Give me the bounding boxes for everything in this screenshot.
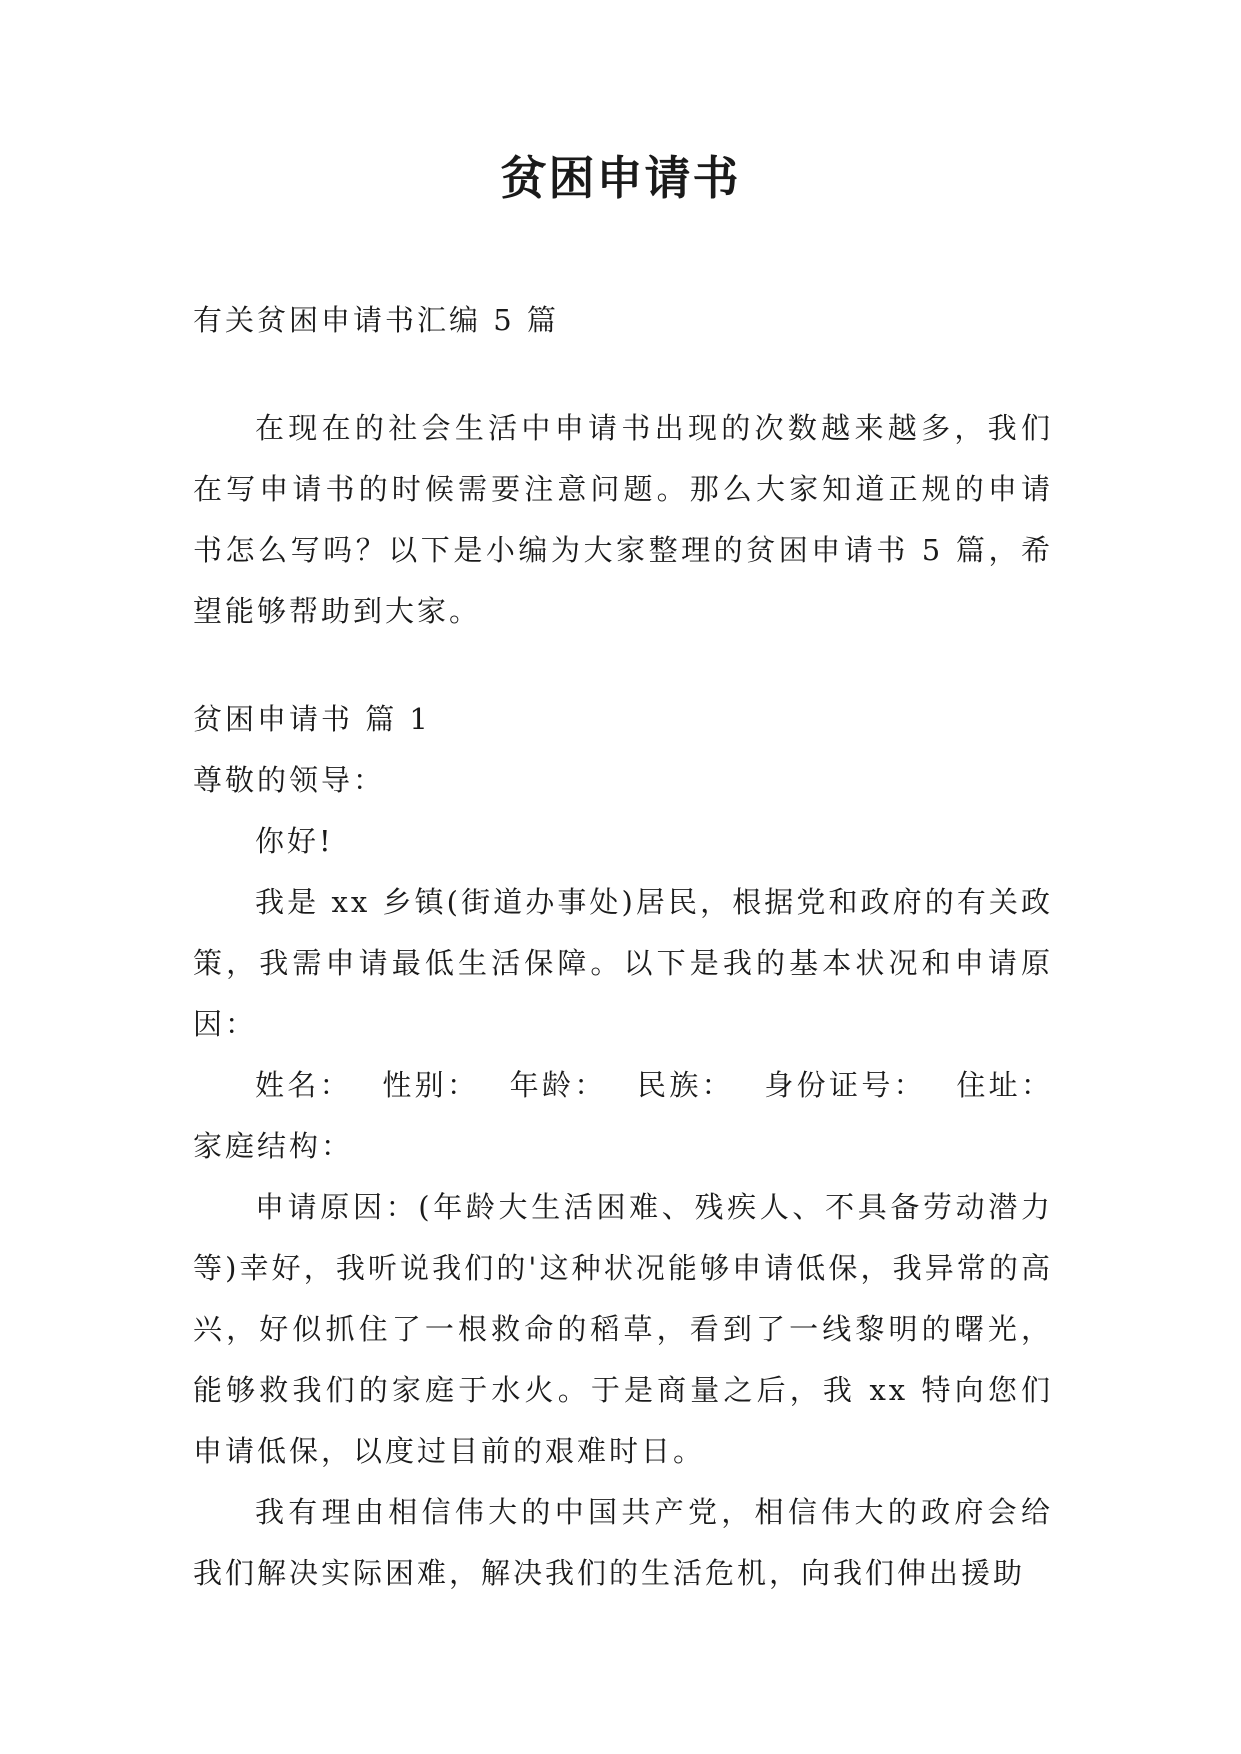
applicant-fields: 姓名： 性别： 年龄： 民族： 身份证号： 住址：家庭结构： — [193, 1068, 1053, 1163]
document-subtitle: 有关贫困申请书汇编 5 篇 — [193, 303, 559, 337]
section-heading: 贫困申请书 篇 1 — [193, 702, 431, 736]
salutation: 尊敬的领导： — [193, 763, 386, 797]
body-paragraph: 申请原因：(年龄大生活困难、残疾人、不具备劳动潜力等)幸好，我听说我们的'这种状况能够申请低保，我异常的高兴，好似抓住了一根救命的稻草，看到了一线黎明的曙光，能够救我们的家庭于水火。于是商量之后，我 xx 特向您们申请低保，以度过目前的艰难时日。 — [193, 1190, 1053, 1468]
document-title: 贫困申请书 — [500, 151, 741, 205]
body-paragraph: 我是 xx 乡镇(街道办事处)居民，根据党和政府的有关政策，我需申请最低生活保障。以下是我的基本状况和申请原因： — [193, 885, 1053, 1041]
body-paragraph: 我有理由相信伟大的中国共产党，相信伟大的政府会给我们解决实际困难，解决我们的生活危机，向我们伸出援助 — [193, 1495, 1053, 1590]
intro-paragraph: 在现在的社会生活中申请书出现的次数越来越多，我们在写申请书的时候需要注意问题。那么大家知道正规的申请书怎么写吗？以下是小编为大家整理的贫困申请书 5 篇，希望能够帮助到大家。 — [193, 411, 1053, 628]
spacer — [193, 351, 1053, 398]
greeting: 你好! — [255, 824, 334, 858]
spacer — [193, 642, 1053, 689]
document-body — [193, 290, 1053, 1604]
